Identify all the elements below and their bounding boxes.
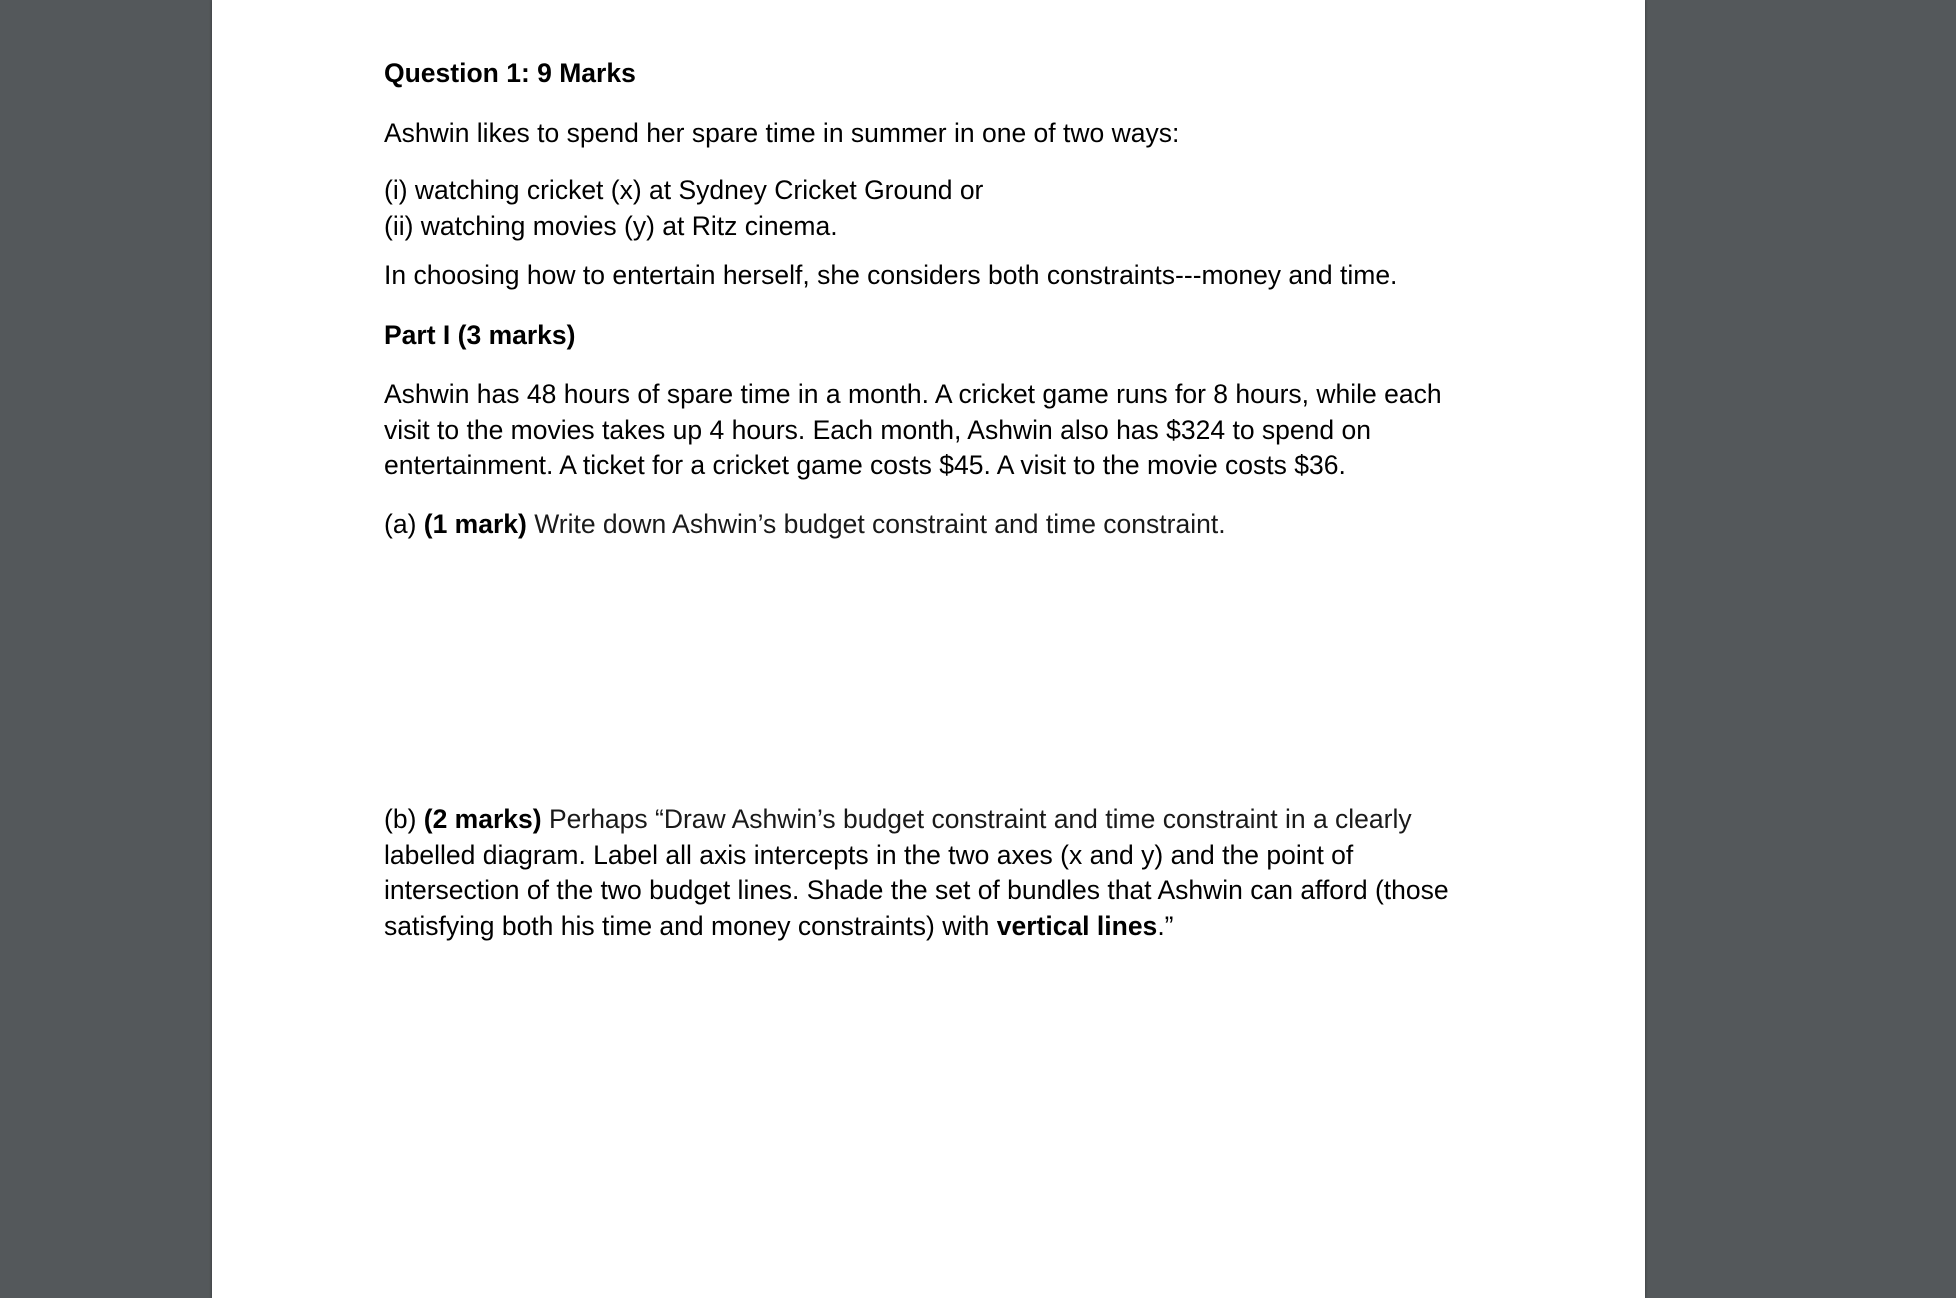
part-1-paragraph bbox=[384, 377, 1484, 484]
question-b-line-3: intersection of the two budget lines. Shade the set of bundles that Ashwin can afford (those bbox=[384, 875, 1449, 905]
part-1-line-2: visit to the movies takes up 4 hours. Each month, Ashwin also has $324 to spend on bbox=[384, 414, 1371, 445]
document-page bbox=[212, 0, 1645, 1298]
question-b-line-4 bbox=[384, 909, 1484, 945]
question-title: Question 1: 9 Marks bbox=[384, 58, 636, 88]
part-1-title: Part I (3 marks) bbox=[384, 319, 576, 350]
page-content bbox=[384, 56, 1484, 944]
question-b-line-1 bbox=[384, 802, 1484, 838]
question-a-prefix: (a) bbox=[384, 508, 424, 539]
question-intro: Ashwin likes to spend her spare time in summer in one of two ways: bbox=[384, 117, 1180, 148]
activity-cricket: (i) watching cricket (x) at Sydney Cricket Ground or bbox=[384, 175, 984, 205]
question-b-line-2: labelled diagram. Label all axis intercepts in the two axes (x and y) and the point of bbox=[384, 839, 1354, 870]
part-1-line-3: entertainment. A ticket for a cricket game costs $45. A visit to the movie costs $36. bbox=[384, 450, 1346, 480]
activity-movies: (ii) watching movies (y) at Ritz cinema. bbox=[384, 210, 838, 241]
question-b-text-4: satisfying both his time and money constraints) with bbox=[384, 910, 997, 941]
question-a bbox=[384, 507, 1484, 543]
activity-list bbox=[384, 173, 1484, 244]
question-b-end: .” bbox=[1157, 910, 1174, 941]
constraints-sentence: In choosing how to entertain herself, she considers both constraints---money and time. bbox=[384, 260, 1398, 290]
question-b-bold: vertical lines bbox=[996, 910, 1158, 941]
question-b bbox=[384, 802, 1484, 944]
part-1-line-1: Ashwin has 48 hours of spare time in a month. A cricket game runs for 8 hours, while each bbox=[384, 379, 1442, 409]
question-b-prefix: (b) bbox=[384, 804, 424, 834]
question-b-marks: (2 marks) bbox=[423, 804, 542, 834]
question-a-marks: (1 mark) bbox=[423, 508, 527, 539]
question-b-text-1: Perhaps “Draw Ashwin’s budget constraint and time constraint in a clearly bbox=[541, 804, 1412, 834]
question-a-text: Write down Ashwin’s budget constraint and time constraint. bbox=[526, 508, 1226, 539]
